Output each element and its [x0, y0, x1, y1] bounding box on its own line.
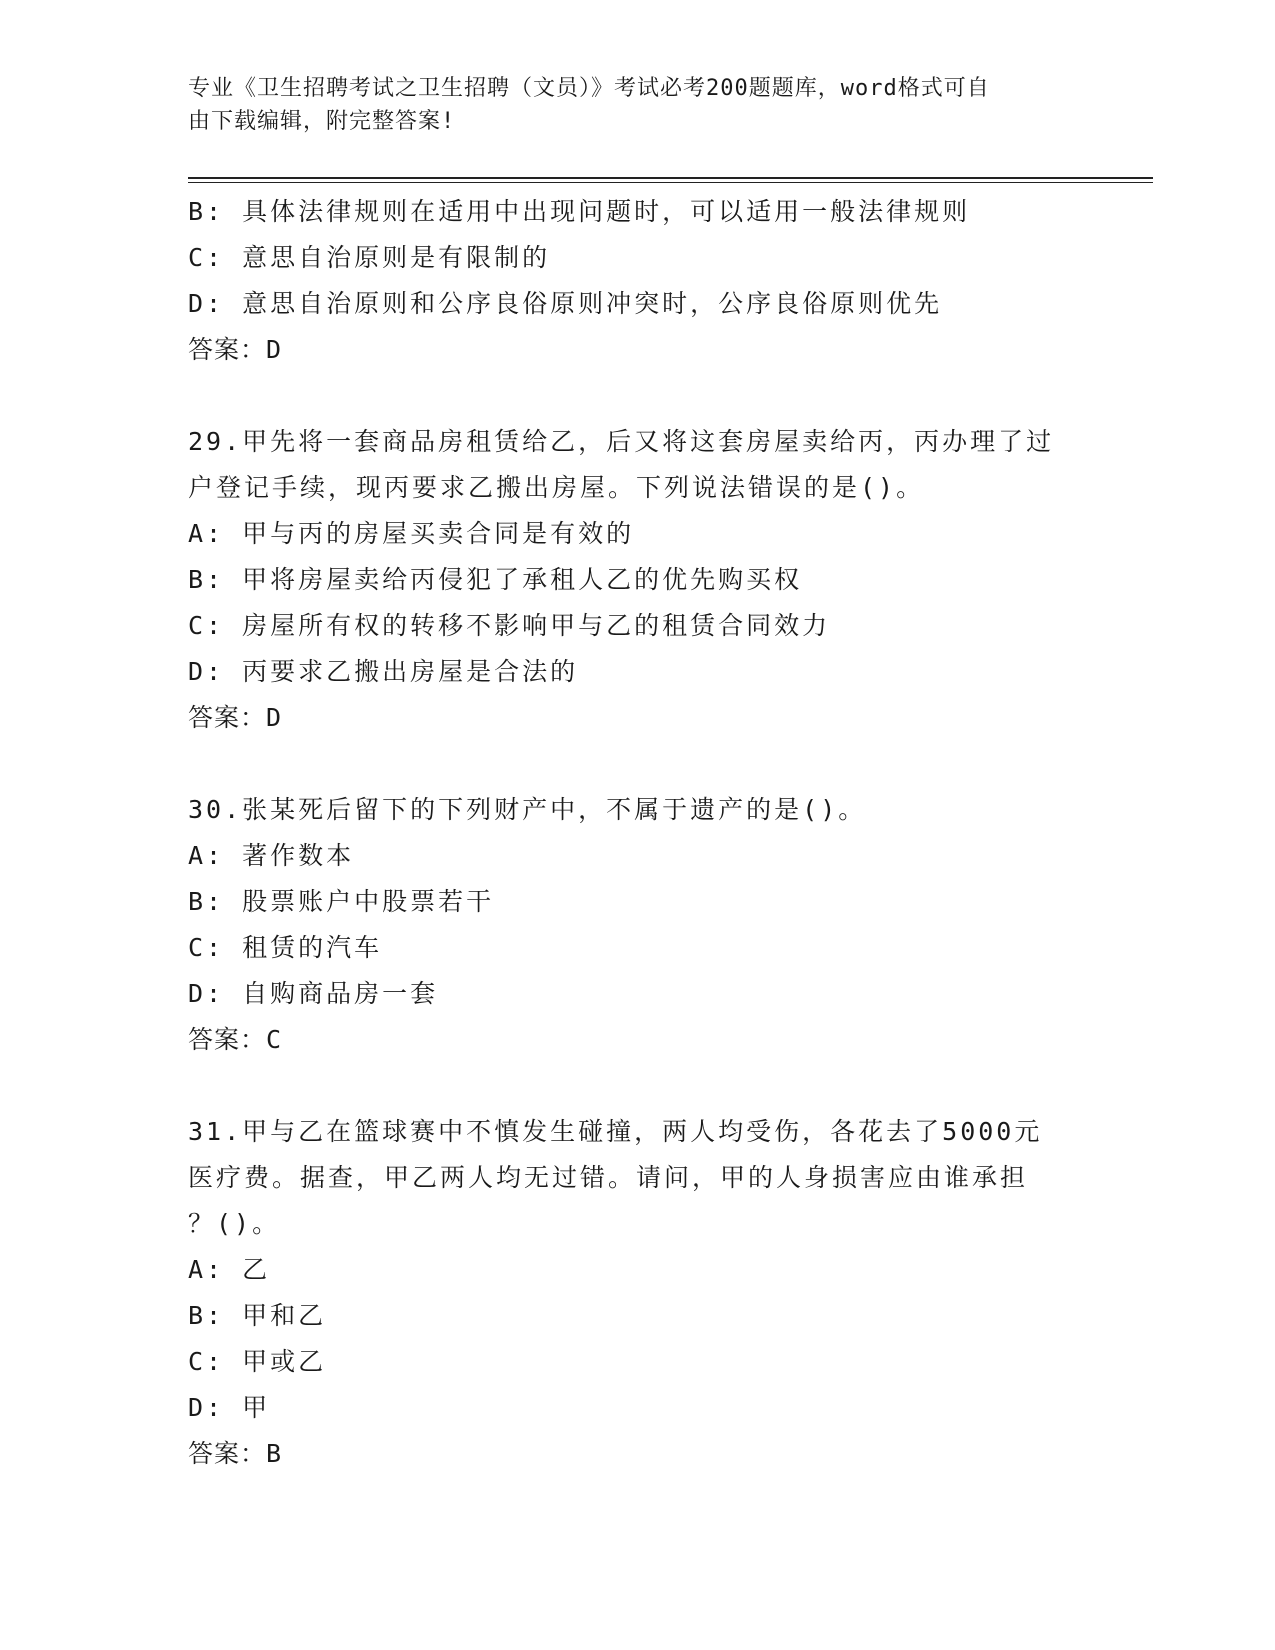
option-c: C: 甲或乙 — [188, 1347, 327, 1376]
header-divider-thin — [188, 182, 1153, 183]
document-header — [188, 72, 1068, 138]
document-body — [188, 189, 1068, 1523]
option-b: B: 甲将房屋卖给丙侵犯了承租人乙的优先购买权 — [188, 565, 803, 594]
option-a: A: 著作数本 — [188, 841, 355, 870]
option-d: D: 自购商品房一套 — [188, 979, 439, 1008]
answer-line: 答案：D — [188, 703, 283, 732]
question-29 — [188, 419, 1068, 741]
option-c: C: 租赁的汽车 — [188, 933, 383, 962]
option-b: B: 甲和乙 — [188, 1301, 327, 1330]
answer-line: 答案：D — [188, 335, 283, 364]
answer-line: 答案：B — [188, 1439, 283, 1468]
header-line-2: 由下载编辑，附完整答案! — [188, 109, 456, 134]
question-stem: 医疗费。据查，甲乙两人均无过错。请问，甲的人身损害应由谁承担 — [188, 1163, 1029, 1192]
option-c: C: 意思自治原则是有限制的 — [188, 243, 551, 272]
option-a: A: 乙 — [188, 1255, 271, 1284]
header-line-1: 专业《卫生招聘考试之卫生招聘（文员）》考试必考200题题库，word格式可自 — [188, 76, 990, 101]
question-stem: 31.甲与乙在篮球赛中不慎发生碰撞，两人均受伤，各花去了5000元 — [188, 1117, 1043, 1146]
option-d: D: 丙要求乙搬出房屋是合法的 — [188, 657, 579, 686]
question-stem: ？()。 — [188, 1209, 281, 1238]
option-c: C: 房屋所有权的转移不影响甲与乙的租赁合同效力 — [188, 611, 831, 640]
option-b: B: 具体法律规则在适用中出现问题时，可以适用一般法律规则 — [188, 197, 971, 226]
question-stem: 户登记手续，现丙要求乙搬出房屋。下列说法错误的是()。 — [188, 473, 925, 502]
option-a: A: 甲与丙的房屋买卖合同是有效的 — [188, 519, 635, 548]
question-stem: 30.张某死后留下的下列财产中，不属于遗产的是()。 — [188, 795, 867, 824]
option-b: B: 股票账户中股票若干 — [188, 887, 495, 916]
question-31 — [188, 1109, 1068, 1477]
answer-line: 答案：C — [188, 1025, 283, 1054]
question-30 — [188, 787, 1068, 1063]
header-divider-thick — [188, 177, 1153, 179]
question-stem: 29.甲先将一套商品房租赁给乙，后又将这套房屋卖给丙，丙办理了过 — [188, 427, 1055, 456]
question-28-continued — [188, 189, 1068, 373]
option-d: D: 甲 — [188, 1393, 271, 1422]
option-d: D: 意思自治原则和公序良俗原则冲突时，公序良俗原则优先 — [188, 289, 943, 318]
